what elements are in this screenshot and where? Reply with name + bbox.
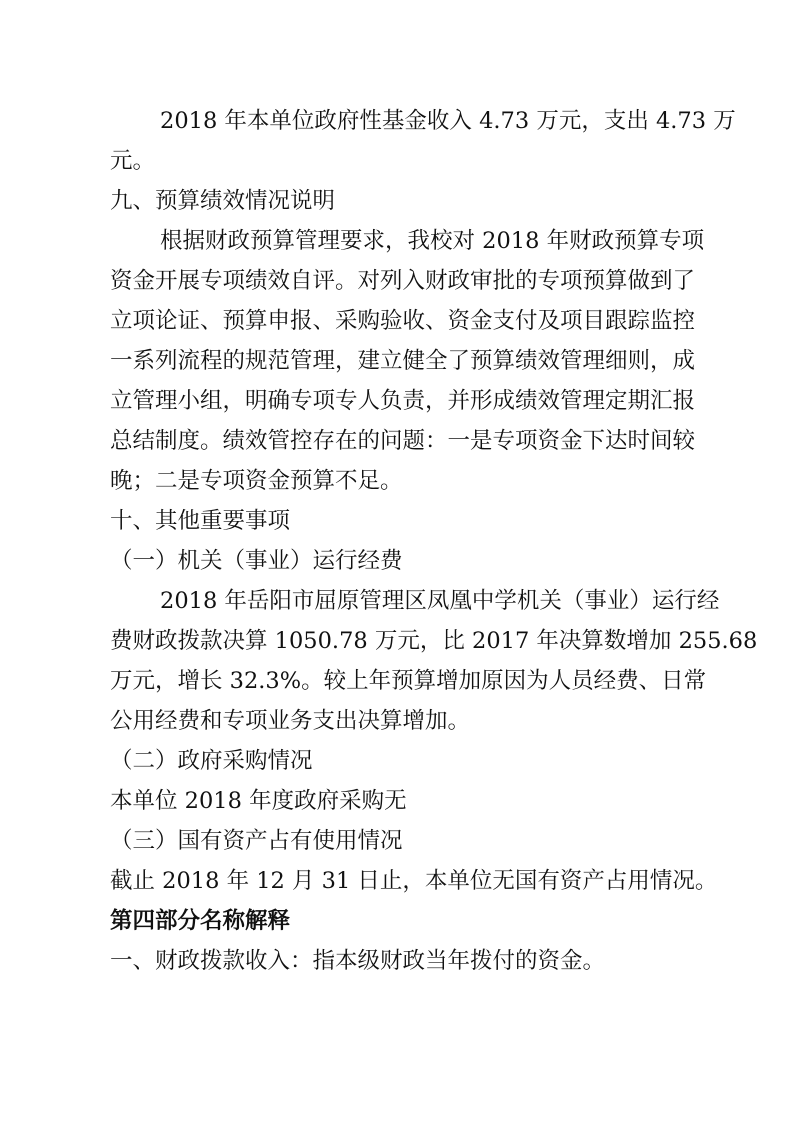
paragraph-line: 本单位 2018 年度政府采购无 [110, 788, 407, 814]
paragraph-line: 公用经费和专项业务支出决算增加。 [110, 708, 471, 734]
paragraph-line: 立项论证、预算申报、采购验收、资金支付及项目跟踪监控 [110, 308, 696, 334]
paragraph-line: 晚；二是专项资金预算不足。 [110, 468, 403, 494]
paragraph-line: 一系列流程的规范管理，建立健全了预算绩效管理细则，成 [110, 348, 696, 374]
paragraph-line: 总结制度。绩效管控存在的问题：一是专项资金下达时间较 [110, 428, 696, 454]
subsection-heading: （二）政府采购情况 [110, 748, 313, 774]
section-heading: 十、其他重要事项 [110, 508, 291, 534]
paragraph-line: 2018 年本单位政府性基金收入 4.73 万元，支出 4.73 万 [160, 108, 736, 134]
subsection-heading: （三）国有资产占有使用情况 [110, 828, 403, 854]
paragraph-line: 根据财政预算管理要求，我校对 2018 年财政预算专项 [160, 228, 705, 254]
paragraph-line: 一、财政拨款收入：指本级财政当年拨付的资金。 [110, 948, 606, 974]
paragraph-line: 资金开展专项绩效自评。对列入财政审批的专项预算做到了 [110, 268, 696, 294]
paragraph-line: 万元，增长 32.3%。较上年预算增加原因为人员经费、日常 [110, 668, 707, 694]
paragraph-line: 费财政拨款决算 1050.78 万元，比 2017 年决算数增加 255.68 [110, 628, 758, 654]
paragraph-line: 元。 [110, 148, 156, 174]
part-heading: 第四部分名称解释 [110, 908, 291, 934]
paragraph-line: 2018 年岳阳市屈原管理区凤凰中学机关（事业）运行经 [160, 588, 720, 614]
section-heading: 九、预算绩效情况说明 [110, 188, 336, 214]
subsection-heading: （一）机关（事业）运行经费 [110, 548, 403, 574]
paragraph-line: 截止 2018 年 12 月 31 日止，本单位无国有资产占用情况。 [110, 868, 718, 894]
paragraph-line: 立管理小组，明确专项专人负责，并形成绩效管理定期汇报 [110, 388, 696, 414]
